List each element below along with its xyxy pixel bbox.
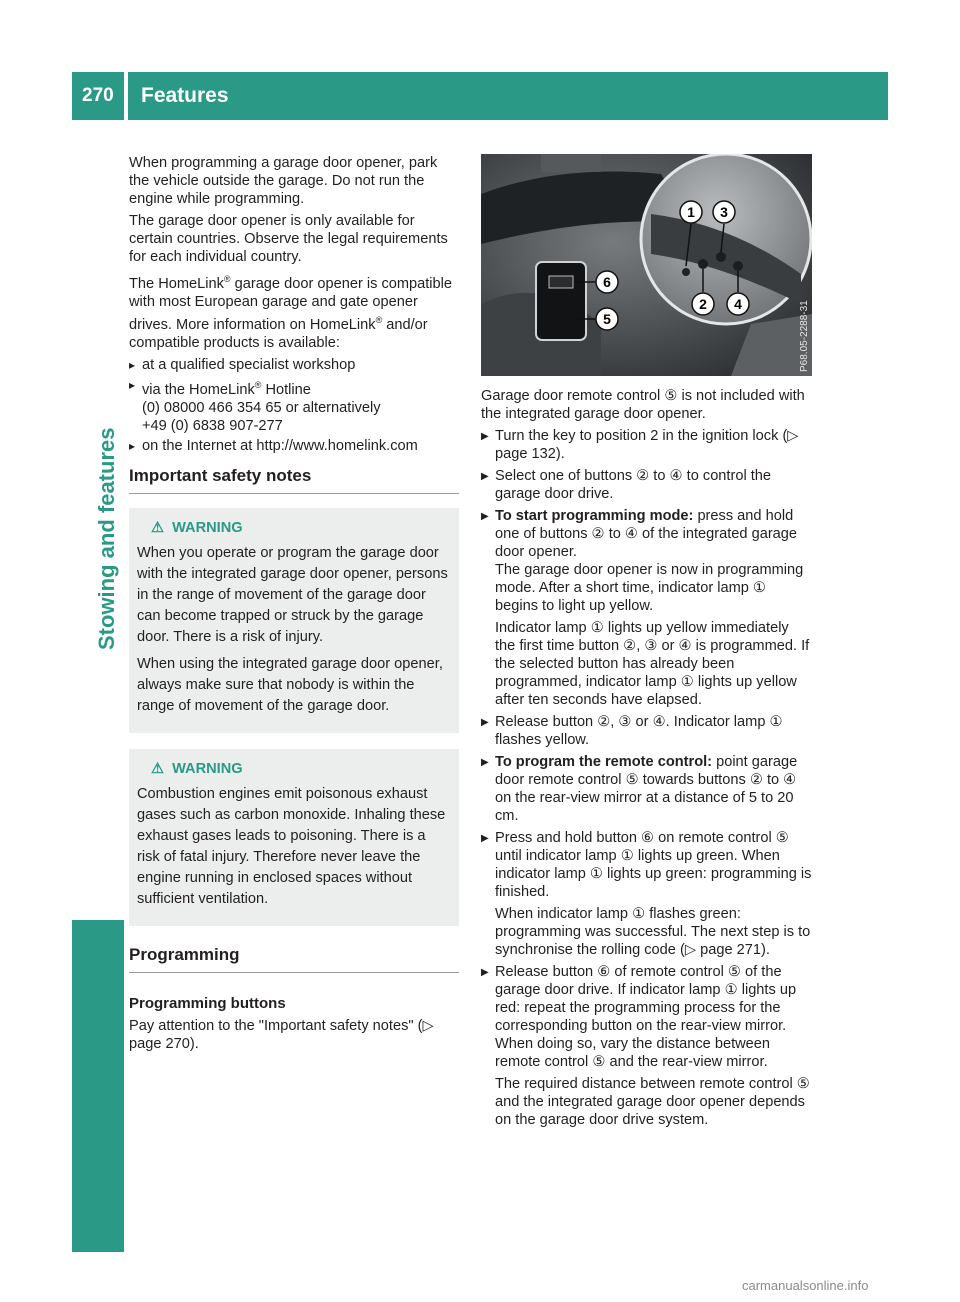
list-item: ▸ via the HomeLink® Hotline (0) 08000 466 354 65 or alternatively +49 (0) 6838 907-277	[129, 376, 459, 435]
warning-icon: ⚠	[151, 519, 165, 536]
chapter-header	[128, 72, 888, 120]
warning-text: When you operate or program the garage door with the integrated garage door opener, persons in the range of movement of the garage door can become trapped or struck by the garage door. There is a risk of injury.	[137, 544, 448, 645]
list-item: ▸ at a qualified specialist workshop	[129, 356, 459, 374]
side-tab-label: Stowing and features	[94, 427, 119, 650]
step-item: ▶ To start programming mode: press and hold one of buttons ② to ④ of the integrated garage door opener. The garage door opener is now in programming mode. After a short time, indicator lamp ① begins to light up yellow. Indicator lamp ① lights up yellow immediately the first time button ②, ③ or ④ is programmed. If the selected button has already been programmed, indicator lamp ① lights up yellow after ten seconds have elapsed.	[481, 507, 813, 709]
left-column	[129, 154, 459, 1057]
callout-6: 6	[603, 274, 611, 290]
step-item: ▶ To program the remote control: point garage door remote control ⑤ towards buttons ② to ④ on the rear-view mirror at a distance of 5 to 20 cm.	[481, 753, 813, 825]
programming-heading: Programming	[129, 944, 240, 964]
callout-4: 4	[734, 296, 742, 312]
step-item: ▶ Release button ②, ③ or ④. Indicator lamp ① flashes yellow.	[481, 713, 813, 749]
step-item: ▶ Turn the key to position 2 in the ignition lock (▷ page 132).	[481, 427, 813, 463]
buttons-heading: Programming buttons	[129, 994, 286, 1012]
warning-box	[129, 749, 459, 926]
homelink-paragraph: The HomeLink® garage door opener is compatible with most European garage and gate opener drives. More information on HomeLink® and/or compatible products is available:	[129, 274, 453, 351]
buttons-text: Pay attention to the "Important safety notes" (▷ page 270).	[129, 1017, 434, 1052]
warning-box	[129, 508, 459, 733]
figure-code: P68.05-2288-31	[799, 300, 810, 372]
step-item: ▶ Select one of buttons ② to ④ to control the garage door drive.	[481, 467, 813, 503]
warning-header: ⚠ WARNING	[137, 759, 451, 780]
right-column	[481, 387, 813, 1133]
figure-caption: Garage door remote control ⑤ is not included with the integrated garage door opener.	[481, 388, 805, 422]
info-sources-list	[129, 356, 459, 455]
warning-header: ⚠ WARNING	[137, 518, 451, 539]
page-number-box	[72, 72, 124, 120]
warning-icon: ⚠	[151, 760, 165, 777]
side-tab-block	[72, 920, 124, 1252]
intro-paragraph: When programming a garage door opener, park the vehicle outside the garage. Do not run the engine while programming.	[129, 155, 438, 207]
availability-paragraph: The garage door opener is only available for certain countries. Observe the legal requirements for each individual country.	[129, 213, 448, 265]
step-item: ▶ Release button ⑥ of remote control ⑤ of the garage door drive. If indicator lamp ① lights up red: repeat the programming process for the corresponding button on the rear-view mirror. When doing so, vary the distance between remote control ⑤ and the rear-view mirror. The required distance between remote control ⑤ and the integrated garage door opener depends on the garage door drive system.	[481, 963, 813, 1129]
divider	[129, 972, 459, 973]
watermark: carmanualsonline.info	[742, 1278, 869, 1293]
mirror-illustration	[481, 154, 812, 376]
callout-2: 2	[699, 296, 707, 312]
callout-1: 1	[687, 204, 695, 220]
step-item: ▶ Press and hold button ⑥ on remote control ⑤ until indicator lamp ① lights up green. When indicator lamp ① lights up green: programming is finished. When indicator lamp ① flashes green: programming was successful. The next step is to synchronise the rolling code (▷ page 271).	[481, 829, 813, 959]
chapter-title: Features	[141, 84, 229, 107]
callout-5: 5	[603, 311, 611, 327]
warning-text: Combustion engines emit poisonous exhaust gases such as carbon monoxide. Inhaling these exhaust gases leads to poisoning. There is a risk of fatal injury. Therefore never leave the engine running in enclosed spaces without sufficient ventilation.	[137, 785, 446, 907]
divider	[129, 493, 459, 494]
programming-steps	[481, 427, 813, 1129]
warning-text: When using the integrated garage door opener, always make sure that nobody is within the range of movement of the garage door.	[137, 655, 443, 714]
callout-3: 3	[720, 204, 728, 220]
safety-heading: Important safety notes	[129, 465, 312, 485]
mirror-photo	[481, 154, 812, 376]
list-item: ▸ on the Internet at http://www.homelink.com	[129, 437, 459, 455]
page-number: 270	[82, 85, 114, 106]
